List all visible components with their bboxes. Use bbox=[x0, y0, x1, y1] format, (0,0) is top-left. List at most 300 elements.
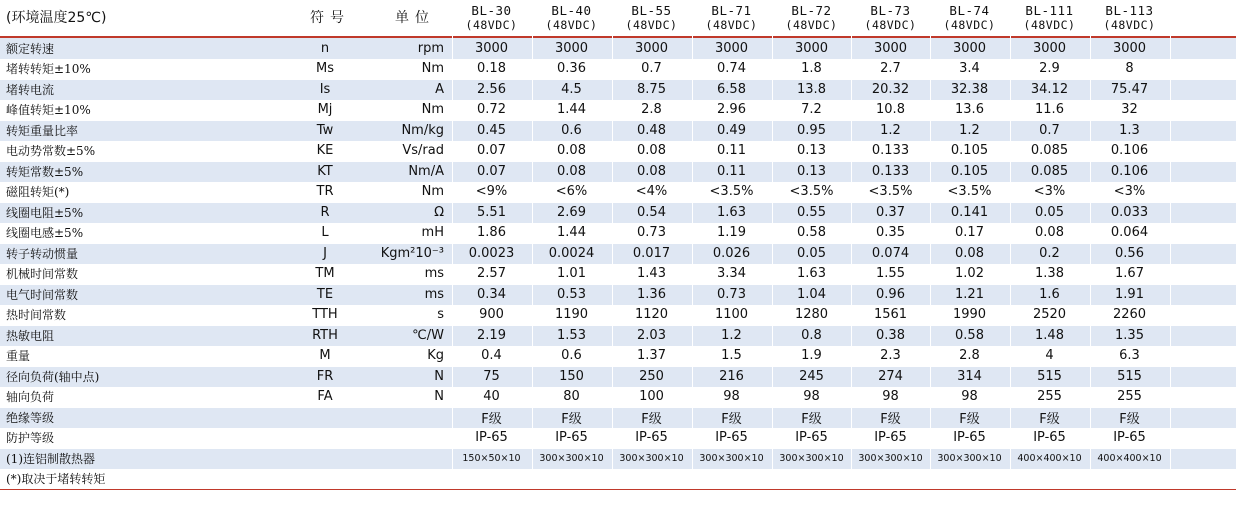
value-cell: 3000 bbox=[873, 40, 908, 56]
value-cell: 0.7 bbox=[641, 61, 662, 77]
value-cell: 0.58 bbox=[797, 225, 826, 241]
param-symbol: J bbox=[323, 245, 327, 261]
value-cell: F级 bbox=[481, 411, 502, 427]
value-cell: 0.7 bbox=[1039, 122, 1060, 138]
value-cell: <3.5% bbox=[868, 184, 913, 200]
value-cell: 0.033 bbox=[1110, 204, 1149, 220]
value-cell bbox=[1090, 469, 1169, 490]
value-cell: 2.19 bbox=[477, 327, 506, 343]
value-cell: <3.5% bbox=[947, 184, 992, 200]
param-symbol: KE bbox=[316, 143, 334, 159]
value-cell: 300×300×10 bbox=[539, 452, 604, 464]
model-voltage: (48VDC) bbox=[625, 18, 678, 32]
model-voltage: (48VDC) bbox=[864, 18, 917, 32]
param-unit bbox=[360, 428, 452, 449]
value-cell: 2.69 bbox=[557, 204, 586, 220]
value-cell: 0.96 bbox=[876, 286, 905, 302]
value-cell: 1.02 bbox=[955, 266, 984, 282]
value-cell: 1.19 bbox=[717, 225, 746, 241]
value-cell: 1.3 bbox=[1119, 122, 1140, 138]
table-row bbox=[0, 387, 1236, 408]
column-divider bbox=[930, 36, 931, 487]
value-cell: 0.05 bbox=[797, 245, 826, 261]
value-cell: 3.34 bbox=[717, 266, 746, 282]
model-voltage: (48VDC) bbox=[1103, 18, 1156, 32]
value-cell: 2.8 bbox=[641, 102, 662, 118]
value-cell: 1100 bbox=[714, 307, 749, 323]
value-cell: 300×300×10 bbox=[699, 452, 764, 464]
value-cell: 2.96 bbox=[717, 102, 746, 118]
value-cell: 1.5 bbox=[721, 348, 742, 364]
value-cell: 0.54 bbox=[637, 204, 666, 220]
value-cell: 0.08 bbox=[955, 245, 984, 261]
param-unit: s bbox=[437, 307, 444, 323]
value-cell: 13.8 bbox=[797, 81, 826, 97]
header-model-3 bbox=[692, 0, 771, 36]
value-cell: 0.08 bbox=[637, 163, 666, 179]
value-cell: 1280 bbox=[794, 307, 829, 323]
column-divider bbox=[1010, 36, 1011, 487]
value-cell: F级 bbox=[801, 411, 822, 427]
value-cell: 8 bbox=[1125, 61, 1134, 77]
value-cell: 0.95 bbox=[797, 122, 826, 138]
value-cell: 1.53 bbox=[557, 327, 586, 343]
value-cell: 3000 bbox=[474, 40, 509, 56]
header-model-4 bbox=[772, 0, 851, 36]
value-cell: 0.106 bbox=[1110, 163, 1149, 179]
param-unit: ms bbox=[424, 266, 444, 282]
header-model-5 bbox=[851, 0, 930, 36]
param-unit: N bbox=[434, 389, 444, 405]
table-row bbox=[0, 202, 1236, 223]
column-divider bbox=[532, 36, 533, 487]
value-cell: 150×50×10 bbox=[462, 452, 521, 464]
value-cell: 0.13 bbox=[797, 143, 826, 159]
value-cell: 0.133 bbox=[871, 143, 910, 159]
value-cell: 515 bbox=[1037, 368, 1062, 384]
value-cell: 2.3 bbox=[880, 348, 901, 364]
value-cell: IP-65 bbox=[475, 430, 508, 446]
row-divider bbox=[0, 223, 1236, 224]
param-unit: Nm bbox=[421, 61, 444, 77]
table-row bbox=[0, 59, 1236, 80]
value-cell: 0.34 bbox=[477, 286, 506, 302]
model-voltage: (48VDC) bbox=[705, 18, 758, 32]
value-cell: 0.56 bbox=[1115, 245, 1144, 261]
value-cell bbox=[692, 469, 771, 490]
value-cell bbox=[612, 469, 691, 490]
value-cell: 1.63 bbox=[797, 266, 826, 282]
param-symbol: Tw bbox=[316, 122, 334, 138]
value-cell: 1190 bbox=[554, 307, 589, 323]
model-name: BL-40 bbox=[551, 3, 592, 18]
model-name: BL-72 bbox=[791, 3, 832, 18]
value-cell: 80 bbox=[563, 389, 580, 405]
row-divider bbox=[0, 120, 1236, 121]
value-cell: 300×300×10 bbox=[858, 452, 923, 464]
value-cell: F级 bbox=[880, 411, 901, 427]
table-row bbox=[0, 100, 1236, 121]
param-symbol: M bbox=[319, 348, 331, 364]
param-unit: A bbox=[435, 81, 444, 97]
param-name: 机械时间常数 bbox=[6, 267, 79, 282]
value-cell: IP-65 bbox=[715, 430, 748, 446]
column-divider bbox=[1170, 36, 1171, 487]
header-title: (环境温度25℃) bbox=[6, 10, 107, 26]
value-cell: 0.72 bbox=[477, 102, 506, 118]
param-symbol: TE bbox=[316, 286, 334, 302]
value-cell: 0.026 bbox=[712, 245, 751, 261]
row-divider bbox=[0, 366, 1236, 367]
value-cell: 75 bbox=[483, 368, 500, 384]
value-cell: 3.4 bbox=[959, 61, 980, 77]
param-name: 转子转动惯量 bbox=[6, 246, 79, 261]
param-symbol: n bbox=[320, 40, 330, 56]
model-name: BL-113 bbox=[1105, 3, 1154, 18]
param-name: 绝缘等级 bbox=[6, 410, 55, 425]
value-cell: 0.74 bbox=[717, 61, 746, 77]
value-cell: 1.8 bbox=[801, 61, 822, 77]
value-cell: 1.67 bbox=[1115, 266, 1144, 282]
row-divider bbox=[0, 305, 1236, 306]
value-cell: 7.2 bbox=[801, 102, 822, 118]
value-cell: 0.53 bbox=[557, 286, 586, 302]
value-cell: 3000 bbox=[714, 40, 749, 56]
table-header bbox=[0, 0, 1236, 38]
row-divider bbox=[0, 448, 1236, 449]
value-cell: 75.47 bbox=[1110, 81, 1149, 97]
param-unit: Nm bbox=[421, 102, 444, 118]
table-row bbox=[0, 79, 1236, 100]
param-name: 转矩常数±5% bbox=[6, 164, 84, 179]
value-cell: <9% bbox=[475, 184, 508, 200]
value-cell: 32.38 bbox=[950, 81, 989, 97]
value-cell bbox=[532, 469, 611, 490]
value-cell: 0.13 bbox=[797, 163, 826, 179]
row-divider bbox=[0, 387, 1236, 388]
param-unit: Nm bbox=[421, 184, 444, 200]
param-name: 磁阻转矩(*) bbox=[6, 185, 70, 200]
table-row bbox=[0, 448, 1236, 469]
column-divider bbox=[851, 36, 852, 487]
value-cell bbox=[452, 469, 531, 490]
value-cell: IP-65 bbox=[1113, 430, 1146, 446]
value-cell: 1.36 bbox=[637, 286, 666, 302]
value-cell: IP-65 bbox=[874, 430, 907, 446]
value-cell: 0.05 bbox=[1035, 204, 1064, 220]
value-cell: 100 bbox=[639, 389, 664, 405]
value-cell: 0.55 bbox=[797, 204, 826, 220]
param-name: 重量 bbox=[6, 349, 31, 364]
value-cell: 98 bbox=[882, 389, 899, 405]
param-name: 线圈电感±5% bbox=[6, 226, 84, 241]
value-cell: 0.08 bbox=[557, 143, 586, 159]
table-row bbox=[0, 223, 1236, 244]
value-cell: 0.58 bbox=[955, 327, 984, 343]
header-model-8 bbox=[1090, 0, 1169, 36]
model-name: BL-55 bbox=[631, 3, 672, 18]
value-cell: 255 bbox=[1037, 389, 1062, 405]
param-symbol: KT bbox=[317, 163, 333, 179]
value-cell: 0.085 bbox=[1030, 143, 1069, 159]
value-cell: 1561 bbox=[873, 307, 908, 323]
value-cell: 515 bbox=[1117, 368, 1142, 384]
value-cell: 0.08 bbox=[637, 143, 666, 159]
value-cell: 2.57 bbox=[477, 266, 506, 282]
param-name: 径向负荷(轴中点) bbox=[6, 369, 100, 384]
value-cell: 1.6 bbox=[1039, 286, 1060, 302]
param-name: 防护等级 bbox=[6, 431, 55, 446]
model-name: BL-30 bbox=[471, 3, 512, 18]
value-cell: 0.38 bbox=[876, 327, 905, 343]
param-name: 堵转转矩±10% bbox=[6, 62, 91, 77]
value-cell: 6.3 bbox=[1119, 348, 1140, 364]
value-cell: 10.8 bbox=[876, 102, 905, 118]
row-divider bbox=[0, 100, 1236, 101]
value-cell: 32 bbox=[1121, 102, 1138, 118]
value-cell: <3% bbox=[1113, 184, 1146, 200]
param-unit: ms bbox=[424, 286, 444, 302]
value-cell: 0.07 bbox=[477, 143, 506, 159]
model-voltage: (48VDC) bbox=[785, 18, 838, 32]
value-cell: 1.21 bbox=[955, 286, 984, 302]
param-unit: Ω bbox=[434, 204, 444, 220]
param-symbol: FR bbox=[316, 368, 334, 384]
param-unit: ℃/W bbox=[412, 327, 444, 343]
value-cell: 3000 bbox=[1112, 40, 1147, 56]
param-unit bbox=[360, 407, 452, 428]
value-cell: 0.064 bbox=[1110, 225, 1149, 241]
row-divider bbox=[0, 182, 1236, 183]
table-row bbox=[0, 264, 1236, 285]
row-divider bbox=[0, 407, 1236, 408]
value-cell: 0.4 bbox=[481, 348, 502, 364]
value-cell: 1.04 bbox=[797, 286, 826, 302]
value-cell: F级 bbox=[721, 411, 742, 427]
value-cell: 150 bbox=[559, 368, 584, 384]
value-cell: 1.35 bbox=[1115, 327, 1144, 343]
value-cell: 1.2 bbox=[959, 122, 980, 138]
param-name: 峰值转矩±10% bbox=[6, 103, 91, 118]
value-cell: F级 bbox=[1039, 411, 1060, 427]
row-divider bbox=[0, 202, 1236, 203]
param-name: 线圈电阻±5% bbox=[6, 205, 84, 220]
value-cell: 0.8 bbox=[801, 327, 822, 343]
param-symbol: TTH bbox=[312, 307, 338, 323]
param-symbol bbox=[290, 407, 360, 428]
value-cell: 0.37 bbox=[876, 204, 905, 220]
value-cell bbox=[930, 469, 1009, 490]
model-voltage: (48VDC) bbox=[1023, 18, 1076, 32]
value-cell: 0.07 bbox=[477, 163, 506, 179]
table-row bbox=[0, 325, 1236, 346]
value-cell: 3000 bbox=[1032, 40, 1067, 56]
value-cell: 400×400×10 bbox=[1017, 452, 1082, 464]
value-cell: IP-65 bbox=[953, 430, 986, 446]
value-cell: 8.75 bbox=[637, 81, 666, 97]
row-divider bbox=[0, 161, 1236, 162]
value-cell: 1.86 bbox=[477, 225, 506, 241]
value-cell: 1.43 bbox=[637, 266, 666, 282]
value-cell: IP-65 bbox=[635, 430, 668, 446]
value-cell: 0.73 bbox=[717, 286, 746, 302]
value-cell: 0.08 bbox=[1035, 225, 1064, 241]
column-divider bbox=[692, 36, 693, 487]
value-cell bbox=[1010, 469, 1089, 490]
param-name: 转矩重量比率 bbox=[6, 123, 79, 138]
value-cell: 0.11 bbox=[717, 163, 746, 179]
column-divider bbox=[612, 36, 613, 487]
value-cell: 0.49 bbox=[717, 122, 746, 138]
param-symbol: TR bbox=[316, 184, 334, 200]
value-cell: 274 bbox=[878, 368, 903, 384]
model-voltage: (48VDC) bbox=[943, 18, 996, 32]
value-cell: 1.44 bbox=[557, 225, 586, 241]
value-cell: 3000 bbox=[794, 40, 829, 56]
param-unit: rpm bbox=[417, 40, 444, 56]
value-cell: 0.017 bbox=[632, 245, 671, 261]
table-row bbox=[0, 469, 1236, 490]
value-cell: 0.11 bbox=[717, 143, 746, 159]
value-cell: 1120 bbox=[634, 307, 669, 323]
value-cell: 1.91 bbox=[1115, 286, 1144, 302]
param-unit: Kg bbox=[427, 348, 444, 364]
param-name: 轴向负荷 bbox=[6, 390, 55, 405]
param-symbol bbox=[290, 428, 360, 449]
column-divider bbox=[1090, 36, 1091, 487]
param-unit: Kgm²10⁻³ bbox=[380, 245, 444, 261]
param-symbol bbox=[290, 469, 360, 490]
value-cell: 0.141 bbox=[950, 204, 989, 220]
value-cell: 0.08 bbox=[557, 163, 586, 179]
value-cell: 2.03 bbox=[637, 327, 666, 343]
value-cell: 40 bbox=[483, 389, 500, 405]
param-symbol: L bbox=[321, 225, 329, 241]
value-cell: 300×300×10 bbox=[619, 452, 684, 464]
table-row bbox=[0, 120, 1236, 141]
value-cell: 20.32 bbox=[871, 81, 910, 97]
value-cell: 3000 bbox=[952, 40, 987, 56]
row-divider bbox=[0, 79, 1236, 80]
value-cell: IP-65 bbox=[555, 430, 588, 446]
value-cell bbox=[772, 469, 851, 490]
param-symbol: Mj bbox=[317, 102, 333, 118]
column-divider bbox=[772, 36, 773, 487]
value-cell: 0.48 bbox=[637, 122, 666, 138]
value-cell: 2520 bbox=[1032, 307, 1067, 323]
value-cell: 0.106 bbox=[1110, 143, 1149, 159]
header-model-0 bbox=[452, 0, 531, 36]
value-cell: F级 bbox=[959, 411, 980, 427]
value-cell: 1990 bbox=[952, 307, 987, 323]
value-cell: 4.5 bbox=[561, 81, 582, 97]
value-cell: 13.6 bbox=[955, 102, 984, 118]
value-cell: F级 bbox=[641, 411, 662, 427]
value-cell: <3% bbox=[1033, 184, 1066, 200]
value-cell bbox=[851, 469, 930, 490]
table-row bbox=[0, 38, 1236, 59]
value-cell: 2.8 bbox=[959, 348, 980, 364]
param-name: 堵转电流 bbox=[6, 82, 55, 97]
value-cell: 0.17 bbox=[955, 225, 984, 241]
value-cell: 98 bbox=[803, 389, 820, 405]
value-cell: IP-65 bbox=[795, 430, 828, 446]
param-unit: Nm/kg bbox=[401, 122, 444, 138]
value-cell: <6% bbox=[555, 184, 588, 200]
value-cell: 2.56 bbox=[477, 81, 506, 97]
value-cell: 1.55 bbox=[876, 266, 905, 282]
value-cell: 0.105 bbox=[950, 163, 989, 179]
value-cell: <3.5% bbox=[709, 184, 754, 200]
row-divider bbox=[0, 325, 1236, 326]
param-unit bbox=[360, 448, 452, 469]
value-cell: 11.6 bbox=[1035, 102, 1064, 118]
value-cell: 2.7 bbox=[880, 61, 901, 77]
value-cell: 98 bbox=[723, 389, 740, 405]
header-symbol-label: 符号 bbox=[310, 10, 350, 26]
table-bottom-rule bbox=[0, 489, 1236, 490]
row-divider bbox=[0, 469, 1236, 470]
table-row bbox=[0, 141, 1236, 162]
table-row bbox=[0, 428, 1236, 449]
param-unit: Nm/A bbox=[408, 163, 444, 179]
column-divider bbox=[452, 36, 453, 487]
model-voltage: (48VDC) bbox=[545, 18, 598, 32]
param-symbol: RTH bbox=[312, 327, 338, 343]
model-name: BL-71 bbox=[711, 3, 752, 18]
row-divider bbox=[0, 264, 1236, 265]
table-row bbox=[0, 346, 1236, 367]
param-symbol: FA bbox=[317, 389, 333, 405]
row-divider bbox=[0, 59, 1236, 60]
header-model-1 bbox=[532, 0, 611, 36]
param-name: (*)取决于堵转转矩 bbox=[6, 472, 106, 487]
param-name: 热时间常数 bbox=[6, 308, 67, 323]
value-cell: 3000 bbox=[634, 40, 669, 56]
header-model-6 bbox=[930, 0, 1009, 36]
param-name: 电动势常数±5% bbox=[6, 144, 96, 159]
value-cell: 400×400×10 bbox=[1097, 452, 1162, 464]
model-name: BL-74 bbox=[949, 3, 990, 18]
value-cell: F级 bbox=[561, 411, 582, 427]
param-symbol: Ms bbox=[316, 61, 334, 77]
param-name: 热敏电阻 bbox=[6, 328, 55, 343]
param-unit: Vs/rad bbox=[402, 143, 444, 159]
value-cell: F级 bbox=[1119, 411, 1140, 427]
value-cell: 0.2 bbox=[1039, 245, 1060, 261]
value-cell: <4% bbox=[635, 184, 668, 200]
value-cell: 0.105 bbox=[950, 143, 989, 159]
row-divider bbox=[0, 141, 1236, 142]
param-symbol bbox=[290, 448, 360, 469]
table-row bbox=[0, 366, 1236, 387]
param-unit bbox=[360, 469, 452, 490]
row-divider bbox=[0, 284, 1236, 285]
value-cell: 255 bbox=[1117, 389, 1142, 405]
value-cell: <3.5% bbox=[789, 184, 834, 200]
value-cell: 0.18 bbox=[477, 61, 506, 77]
value-cell: 0.6 bbox=[561, 348, 582, 364]
model-name: BL-73 bbox=[870, 3, 911, 18]
value-cell: 0.73 bbox=[637, 225, 666, 241]
table-row bbox=[0, 182, 1236, 203]
value-cell: 98 bbox=[961, 389, 978, 405]
value-cell: 300×300×10 bbox=[937, 452, 1002, 464]
model-name: BL-111 bbox=[1025, 3, 1074, 18]
value-cell: 250 bbox=[639, 368, 664, 384]
value-cell: 0.36 bbox=[557, 61, 586, 77]
value-cell: 1.2 bbox=[721, 327, 742, 343]
